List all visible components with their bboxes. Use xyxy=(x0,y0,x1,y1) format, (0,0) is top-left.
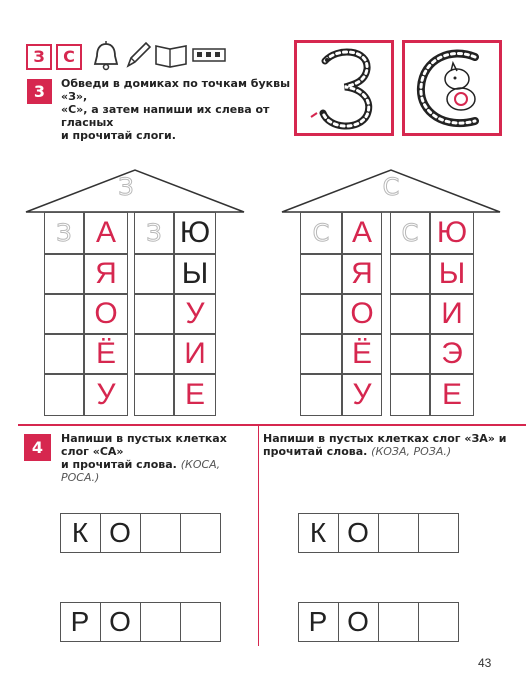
task4-right-instruction xyxy=(263,432,509,458)
vowel-letter: О xyxy=(350,297,374,330)
task3-line: и прочитай слоги. xyxy=(61,129,176,142)
word-letter: О xyxy=(347,517,369,548)
column-divider xyxy=(258,426,259,646)
write-cell[interactable] xyxy=(180,602,221,642)
vowel-letter: Е xyxy=(441,378,462,411)
word-letter: К xyxy=(71,517,89,548)
pencil-icon xyxy=(124,40,152,70)
write-cell[interactable] xyxy=(390,294,430,334)
word-letter: Р xyxy=(70,606,90,637)
task3-instruction xyxy=(61,77,291,142)
vowel-letter: Я xyxy=(95,257,117,290)
vowel-letter: Я xyxy=(351,257,373,290)
write-cell[interactable] xyxy=(134,294,174,334)
write-cell[interactable] xyxy=(300,294,342,334)
write-cell[interactable] xyxy=(378,513,419,553)
task4-left-line xyxy=(61,458,257,484)
section-divider xyxy=(18,424,526,426)
task-number-4: 4 xyxy=(24,434,51,461)
task4-left-line-text: и прочитай слова. xyxy=(61,458,177,471)
vowel-letter: У xyxy=(185,297,205,330)
word-letter: К xyxy=(309,517,327,548)
word-letter: О xyxy=(109,517,131,548)
snake-letter-z-illustration xyxy=(297,43,391,133)
write-cell[interactable] xyxy=(378,602,419,642)
vowel-letter: Ё xyxy=(95,337,117,370)
task4-right-line xyxy=(263,445,509,458)
letter-z-snake-picture xyxy=(294,40,394,136)
squirrel-letter-s-illustration xyxy=(405,43,499,133)
vowel-letter: А xyxy=(351,216,372,249)
write-cell[interactable] xyxy=(390,254,430,294)
write-cell[interactable] xyxy=(418,602,459,642)
task3-line: Обведи в домиках по точкам буквы «З», xyxy=(61,77,291,103)
task4-right-line: Напиши в пустых клетках слог «ЗА» и xyxy=(263,432,507,445)
write-cell[interactable] xyxy=(300,374,342,416)
vowel-letter: Э xyxy=(441,337,463,370)
write-cell[interactable] xyxy=(44,334,84,374)
vowel-letter: А xyxy=(95,216,116,249)
word-letter: О xyxy=(109,606,131,637)
write-cell[interactable] xyxy=(390,374,430,416)
task4-right-hint: (КОЗА, РОЗА.) xyxy=(371,445,452,458)
bell-icon xyxy=(90,40,122,72)
vowel-letter: И xyxy=(184,337,206,370)
trace-letter-ghost: З xyxy=(56,219,72,247)
task4-left-instruction xyxy=(61,432,257,484)
task4-right-line-text: прочитай слова. xyxy=(263,445,368,458)
vowel-letter: У xyxy=(96,378,116,411)
vowel-letter: И xyxy=(441,297,463,330)
vowel-letter: Ю xyxy=(436,216,468,249)
write-cell[interactable] xyxy=(300,254,342,294)
letter-s-box: С xyxy=(56,44,82,70)
trace-letter-ghost: С xyxy=(401,219,419,247)
write-cell[interactable] xyxy=(44,254,84,294)
task3-line: «С», а затем напиши их слева от гласных xyxy=(61,103,270,129)
vowel-letter: Ы xyxy=(438,257,466,290)
write-cell[interactable] xyxy=(140,513,181,553)
write-cell[interactable] xyxy=(180,513,221,553)
task4-left-line: Напиши в пустых клетках слог «СА» xyxy=(61,432,227,458)
task4-left-hint: (КОСА, РОСА.) xyxy=(61,458,221,484)
word-letter: О xyxy=(347,606,369,637)
write-cell[interactable] xyxy=(44,294,84,334)
write-cell[interactable] xyxy=(390,334,430,374)
write-cell[interactable] xyxy=(44,374,84,416)
vowel-letter: О xyxy=(94,297,118,330)
roof-letter-ghost: С xyxy=(382,173,400,201)
vowel-letter: Е xyxy=(184,378,205,411)
word-letter: Р xyxy=(308,606,328,637)
book-icon xyxy=(154,42,188,68)
vowel-letter: Ы xyxy=(181,257,209,290)
roof-letter-ghost: З xyxy=(118,173,134,201)
write-cell[interactable] xyxy=(418,513,459,553)
write-cell[interactable] xyxy=(134,374,174,416)
vowel-letter: Ю xyxy=(179,216,211,249)
write-cell[interactable] xyxy=(300,334,342,374)
letter-s-squirrel-picture xyxy=(402,40,502,136)
page-number: 43 xyxy=(478,656,492,670)
syllable-boxes-icon xyxy=(192,47,226,63)
vowel-letter: Ё xyxy=(351,337,373,370)
trace-letter-ghost: С xyxy=(312,219,330,247)
trace-letter-ghost: З xyxy=(146,219,162,247)
task-number-3: 3 xyxy=(27,79,52,104)
write-cell[interactable] xyxy=(140,602,181,642)
write-cell[interactable] xyxy=(134,254,174,294)
letter-z-box: З xyxy=(26,44,52,70)
vowel-letter: У xyxy=(352,378,372,411)
write-cell[interactable] xyxy=(134,334,174,374)
